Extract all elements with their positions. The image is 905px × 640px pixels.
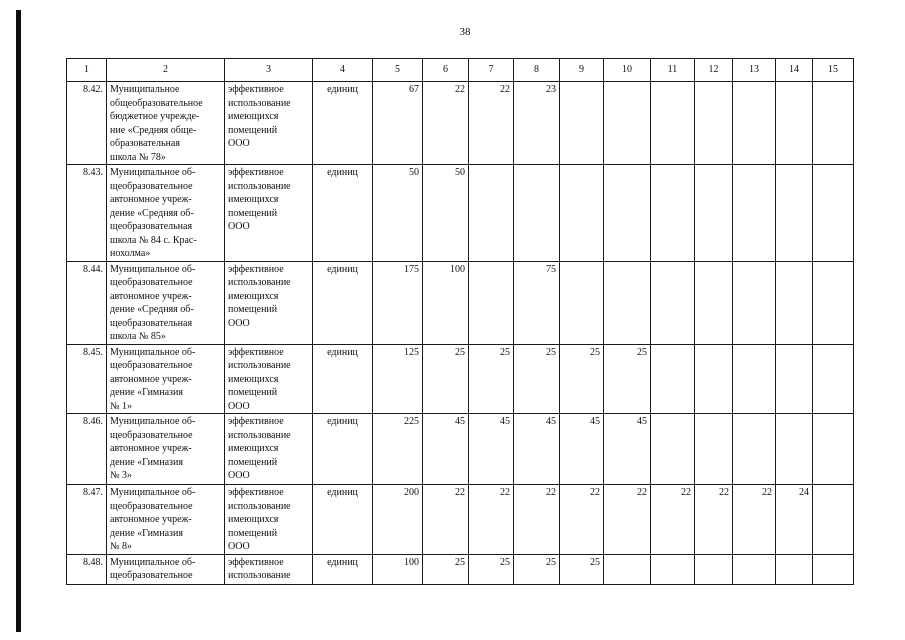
value-cell: 24 — [776, 485, 813, 555]
row-number: 8.46. — [67, 414, 107, 485]
row-number: 8.47. — [67, 485, 107, 555]
value-cell: 25 — [514, 344, 560, 414]
indicator-name-line: эффективное — [228, 487, 284, 498]
value-cell — [604, 82, 651, 165]
indicator-name-line: имеющихся — [228, 194, 279, 205]
indicator-name-line: эффективное — [228, 556, 284, 568]
value-cell: 100 — [373, 554, 423, 584]
value-cell — [733, 344, 776, 414]
value-cell — [604, 165, 651, 262]
institution-name-line: щеобразовательное — [110, 429, 193, 441]
value-cell: 45 — [514, 414, 560, 485]
table-row — [67, 485, 854, 555]
institution-name-line: дение «Гимназия — [110, 387, 183, 398]
unit-cell: единиц — [313, 485, 373, 555]
institution-name-line: щеобразовательное — [110, 277, 193, 288]
indicator-name-line: помещений — [228, 456, 278, 468]
indicator-name-line: помещений — [228, 387, 278, 398]
indicator-name-line: помещений — [228, 124, 278, 136]
institution-name-line: щеобразовательная — [110, 317, 193, 329]
unit-cell: единиц — [313, 165, 373, 262]
indicator-name-line: использование — [228, 180, 291, 192]
institution-name-line: общеобразовательное — [110, 97, 203, 109]
column-header: 13 — [733, 59, 776, 82]
value-cell — [604, 261, 651, 344]
unit-cell: единиц — [313, 414, 373, 485]
column-header: 12 — [695, 59, 733, 82]
institution-name-line: школа № 78» — [110, 151, 166, 163]
institution-name — [107, 261, 225, 344]
institution-name — [107, 82, 225, 165]
column-header: 11 — [651, 59, 695, 82]
institution-name-line: Муниципальное — [110, 84, 180, 95]
value-cell — [733, 261, 776, 344]
unit-cell: единиц — [313, 344, 373, 414]
value-cell: 23 — [514, 82, 560, 165]
unit-cell: единиц — [313, 554, 373, 584]
institution-name-line: бюджетное учрежде- — [110, 111, 200, 122]
institution-name-line: Муниципальное об- — [110, 487, 196, 498]
indicator-name-line: помещений — [228, 207, 278, 219]
indicator-name-line: использование — [228, 500, 291, 512]
value-cell — [776, 261, 813, 344]
column-header: 8 — [514, 59, 560, 82]
institution-name-line: автономное учреж- — [110, 290, 192, 302]
value-cell — [813, 554, 854, 584]
institution-name-line: автономное учреж- — [110, 514, 192, 525]
indicator-name-line: ООО — [228, 317, 250, 329]
institution-name-line: Муниципальное об- — [110, 263, 196, 275]
value-cell — [651, 165, 695, 262]
value-cell: 22 — [733, 485, 776, 555]
indicator-name-line: использование — [228, 429, 291, 441]
value-cell — [695, 82, 733, 165]
value-cell — [695, 165, 733, 262]
institution-name-line: нохолма» — [110, 248, 151, 259]
indicator-name — [225, 414, 313, 485]
table-row — [67, 414, 854, 485]
value-cell — [469, 165, 514, 262]
value-cell: 45 — [604, 414, 651, 485]
value-cell — [560, 165, 604, 262]
value-cell: 22 — [469, 485, 514, 555]
indicator-name — [225, 261, 313, 344]
institution-name — [107, 165, 225, 262]
value-cell: 22 — [423, 82, 469, 165]
value-cell — [604, 554, 651, 584]
page-number: 38 — [459, 26, 471, 38]
indicator-name-line: использование — [228, 570, 291, 581]
value-cell: 22 — [604, 485, 651, 555]
value-cell: 125 — [373, 344, 423, 414]
row-number: 8.45. — [67, 344, 107, 414]
column-header: 14 — [776, 59, 813, 82]
value-cell — [695, 261, 733, 344]
value-cell — [733, 554, 776, 584]
institution-name-line: ние «Средняя обще- — [110, 124, 197, 136]
value-cell — [514, 165, 560, 262]
indicator-name-line: помещений — [228, 527, 278, 539]
value-cell — [651, 261, 695, 344]
institution-name-line: № 1» — [110, 400, 133, 412]
column-header: 4 — [313, 59, 373, 82]
indicator-name-line: имеющихся — [228, 111, 279, 122]
value-cell: 25 — [423, 344, 469, 414]
indicator-name-line: эффективное — [228, 84, 284, 95]
indicator-name-line: использование — [228, 360, 291, 371]
institution-name-line: № 3» — [110, 470, 133, 481]
value-cell — [813, 165, 854, 262]
indicator-name-line: эффективное — [228, 416, 284, 427]
value-cell: 25 — [469, 344, 514, 414]
indicator-name — [225, 554, 313, 584]
institution-name-line: дение «Гимназия — [110, 527, 183, 539]
indicator-name-line: использование — [228, 277, 291, 288]
institution-name — [107, 554, 225, 584]
institution-name-line: автономное учреж- — [110, 373, 192, 385]
value-cell — [776, 344, 813, 414]
value-cell: 67 — [373, 82, 423, 165]
value-cell — [776, 82, 813, 165]
value-cell — [651, 554, 695, 584]
value-cell: 200 — [373, 485, 423, 555]
header-row — [67, 59, 854, 82]
value-cell — [469, 261, 514, 344]
column-header: 7 — [469, 59, 514, 82]
value-cell: 225 — [373, 414, 423, 485]
table-row — [67, 165, 854, 262]
value-cell: 25 — [423, 554, 469, 584]
institution-name-line: Муниципальное об- — [110, 416, 196, 427]
value-cell: 50 — [373, 165, 423, 262]
indicator-name-line: использование — [228, 97, 291, 109]
indicator-name-line: эффективное — [228, 167, 284, 178]
value-cell — [813, 82, 854, 165]
value-cell — [560, 82, 604, 165]
institution-name-line: дение «Средняя об- — [110, 207, 194, 219]
column-header: 10 — [604, 59, 651, 82]
value-cell — [776, 165, 813, 262]
institution-name-line: Муниципальное об- — [110, 167, 196, 178]
value-cell: 45 — [423, 414, 469, 485]
value-cell — [695, 554, 733, 584]
value-cell: 175 — [373, 261, 423, 344]
data-table — [66, 58, 854, 585]
indicator-name — [225, 485, 313, 555]
value-cell — [776, 554, 813, 584]
value-cell: 25 — [514, 554, 560, 584]
column-header: 6 — [423, 59, 469, 82]
value-cell: 25 — [560, 344, 604, 414]
indicator-name-line: имеющихся — [228, 290, 279, 302]
value-cell: 22 — [514, 485, 560, 555]
unit-cell: единиц — [313, 261, 373, 344]
row-number: 8.44. — [67, 261, 107, 344]
column-header: 3 — [225, 59, 313, 82]
indicator-name-line: эффективное — [228, 263, 284, 275]
column-header: 9 — [560, 59, 604, 82]
value-cell: 22 — [560, 485, 604, 555]
institution-name-line: автономное учреж- — [110, 194, 192, 205]
indicator-name-line: помещений — [228, 304, 278, 315]
column-header: 15 — [813, 59, 854, 82]
institution-name — [107, 344, 225, 414]
institution-name-line: школа № 84 с. Крас- — [110, 234, 197, 246]
value-cell: 22 — [423, 485, 469, 555]
indicator-name — [225, 165, 313, 262]
value-cell — [776, 414, 813, 485]
institution-name-line: Муниципальное об- — [110, 556, 196, 568]
indicator-name-line: ООО — [228, 221, 250, 232]
value-cell: 22 — [469, 82, 514, 165]
value-cell — [695, 414, 733, 485]
value-cell: 75 — [514, 261, 560, 344]
institution-name-line: дение «Гимназия — [110, 456, 183, 468]
value-cell — [813, 414, 854, 485]
institution-name-line: образовательная — [110, 138, 180, 149]
indicator-name-line: ООО — [228, 470, 250, 481]
institution-name-line: щеобразовательное — [110, 570, 193, 581]
institution-name — [107, 414, 225, 485]
institution-name-line: щеобразовательное — [110, 360, 193, 371]
binding-edge-bar — [16, 10, 21, 632]
column-header: 1 — [67, 59, 107, 82]
indicator-name-line: имеющихся — [228, 514, 279, 525]
institution-name-line: щеобразовательное — [110, 180, 193, 192]
value-cell: 45 — [469, 414, 514, 485]
column-header: 2 — [107, 59, 225, 82]
value-cell: 25 — [604, 344, 651, 414]
column-header: 5 — [373, 59, 423, 82]
value-cell: 50 — [423, 165, 469, 262]
row-number: 8.42. — [67, 82, 107, 165]
institution-name-line: Муниципальное об- — [110, 346, 196, 358]
institution-name-line: дение «Средняя об- — [110, 304, 194, 315]
unit-cell: единиц — [313, 82, 373, 165]
indicator-name-line: ООО — [228, 138, 250, 149]
table-row — [67, 82, 854, 165]
indicator-name — [225, 82, 313, 165]
table-row — [67, 344, 854, 414]
value-cell: 25 — [469, 554, 514, 584]
indicator-name — [225, 344, 313, 414]
value-cell — [813, 344, 854, 414]
value-cell — [813, 485, 854, 555]
value-cell — [651, 414, 695, 485]
value-cell — [813, 261, 854, 344]
institution-name-line: щеобразовательная — [110, 221, 193, 232]
indicator-name-line: имеющихся — [228, 373, 279, 385]
value-cell — [733, 414, 776, 485]
value-cell — [733, 82, 776, 165]
value-cell: 22 — [695, 485, 733, 555]
indicator-name-line: эффективное — [228, 346, 284, 358]
row-number: 8.48. — [67, 554, 107, 584]
institution-name — [107, 485, 225, 555]
indicator-name-line: ООО — [228, 400, 250, 412]
institution-name-line: автономное учреж- — [110, 443, 192, 454]
row-number: 8.43. — [67, 165, 107, 262]
indicator-name-line: имеющихся — [228, 443, 279, 454]
value-cell — [733, 165, 776, 262]
table-row — [67, 261, 854, 344]
indicator-name-line: ООО — [228, 541, 250, 552]
value-cell — [560, 261, 604, 344]
value-cell — [651, 82, 695, 165]
institution-name-line: № 8» — [110, 541, 133, 552]
institution-name-line: щеобразовательное — [110, 500, 193, 512]
value-cell: 45 — [560, 414, 604, 485]
institution-name-line: школа № 85» — [110, 331, 166, 342]
table-row — [67, 554, 854, 584]
value-cell — [651, 344, 695, 414]
value-cell: 22 — [651, 485, 695, 555]
value-cell: 25 — [560, 554, 604, 584]
value-cell — [695, 344, 733, 414]
value-cell: 100 — [423, 261, 469, 344]
